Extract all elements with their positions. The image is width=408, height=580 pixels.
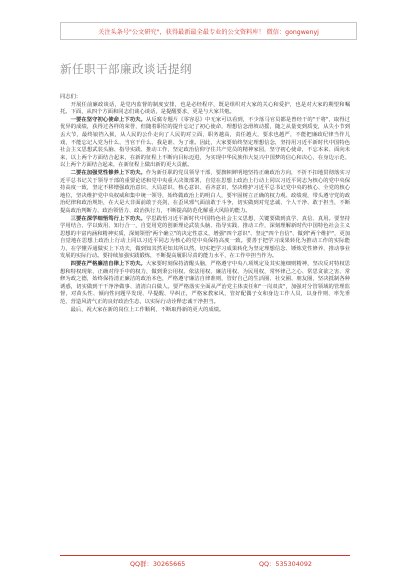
promo-banner-text: 关注头条号"公文研究"，获得最新最全最专业的公文资料库！ 微信：gongwenyj	[98, 28, 319, 36]
document-body	[60, 94, 350, 314]
section-paragraph-4	[60, 261, 350, 307]
section-text-4: 大家要时刻保持清醒头脑，严格遵守中央八项规定及其实施细则精神，坚决反对特权思想和特权现象，正确对待手中的权力，做到秉公用权、依法用权、廉洁用权、为民用权，常怀律己之心、常思贪欲之害、常修为政之德，始终保持清正廉洁的政治本色，严格遵守廉洁自律准则，管好自己的生活圈、社交圈、朋友圈，坚决抵制各种诱惑，切实做到干干净净做事、清清白白做人。要严格落实全面从严治党主体责任和"一岗双责"，加强对分管领域的管理监督，对苗头性、倾向性问题早发现、早提醒、早纠正，严格家教家风，管好配偶子女和身边工作人员，以身作则、率先垂范，营造风清气正的良好政治生态，以实际行动诠释忠诚干净担当。	[60, 261, 350, 306]
closing-paragraph: 最后，祝大家在新的岗位上工作顺利，不断取得新的更大的成绩。	[70, 306, 225, 313]
promo-banner	[60, 22, 357, 40]
section-text-3: 学思践悟习近平新时代中国特色社会主义思想，关键要做到真学、真信、真用。要坚持学用结合、学以致用、知行合一，自觉用党的创新理论武装头脑、指导实践、推动工作，深刻理解新时代中国特色社会主义思想的丰富内涵和精神实质，深刻领悟"两个确立"的决定性意义，增强"四个意识"、坚定"四个自信"、做到"两个维护"，更加自觉地在思想上政治上行动上同以习近平同志为核心的党中央保持高度一致。要善于把学习成果转化为推动工作的实际能力，在学懂弄通做实上下功夫，做到知其然更知其所以然，切实把学习成果转化为坚定理想信念、锤炼党性修养、推动事业发展的实际行动。要持续加强实践锻炼，不断提高履职尽责的能力水平，在工作中担当作为。	[60, 215, 350, 260]
section-heading-1: 一要在坚守初心使命上下功夫。	[70, 116, 146, 123]
footer-qq: QQ：535304092	[258, 560, 312, 568]
intro-paragraph: 开展任前廉政谈话，是党内监督的制度安排，也是必经程序，既是组织对大家的关心和爱护，也是对大家的期望和嘱托。下面，从四个方面和同志们谈心谈话，是提醒要求，更是与大家共勉。	[60, 101, 350, 116]
section-text-1: 从反腐专题片《零容忍》中无家可以看到，不少落马官员都是曾经干的"干将"，取得过优异的成绩，获得过各样的荣誉，但随着职位的提升忘记了初心使命，理想信念滑坡动摇，随之从量变到质变，从失小节到丢大节，最终锒铛入狱，从人民的公仆走向了人民的对立面，职务越高，责任越大，要求也越严，不能把廉政纪律当作儿戏，不能忘记入党为什么、当官干什么、我是谁、为了谁。因此，大家要始终坚定理想信念，坚持用习近平新时代中国特色社会主义思想武装头脑、指导实践、推动工作，坚定政治信仰守住共产党员的精神家园，坚守初心使命，不忘本来、面向未来，以上两个方面结合起来，在新的征程上不断向目标迈进，为实现中华民族伟大复兴中国梦的信心和决心，在身边示范、以上两个方面结合起来，在新征程上做出新的更大贡献。	[60, 116, 350, 169]
section-heading-3: 三要在深学细悟笃行上下功夫。	[70, 215, 146, 222]
section-paragraph-1	[60, 117, 350, 170]
section-heading-4: 四要在严格廉洁自律上下功夫。	[70, 261, 146, 268]
footer-divider	[60, 555, 350, 556]
salutation: 同志们：	[60, 94, 82, 100]
document-title: 新任职干部廉政谈话提纲	[60, 62, 192, 76]
section-text-2: 作为新任职的党员领导干部，要旗帜鲜明地坚持正确政治方向，不折不扣地贯彻落实习近平总书记关于领导干部的重要论述和党中央重大决策部署，自觉在思想上政治上行动上同以习近平同志为核心的党中央保持高度一致，坚定不移增强政治意识、大局意识、核心意识、看齐意识，坚决维护习近平总书记党中央的核心、全党的核心地位，坚决维护党中央权威和集中统一领导，始终做政治上的明白人，要牢固树立正确的权力观、政绩观，带头遵守党的政治纪律和政治规矩，在大是大非面前敢于亮剑，在歪风邪气面前敢于斗争，切实做到对党忠诚、个人干净、敢于担当，不断提高政治判断力、政治领悟力、政治执行力，不断提高防范化解重大风险的能力。	[60, 169, 350, 214]
footer	[60, 559, 350, 568]
section-heading-2: 二要在加强党性修养上下功夫。	[70, 169, 146, 176]
section-paragraph-3	[60, 216, 350, 262]
section-paragraph-2	[60, 170, 350, 216]
footer-qq-group: QQ群：30265665	[130, 560, 186, 568]
